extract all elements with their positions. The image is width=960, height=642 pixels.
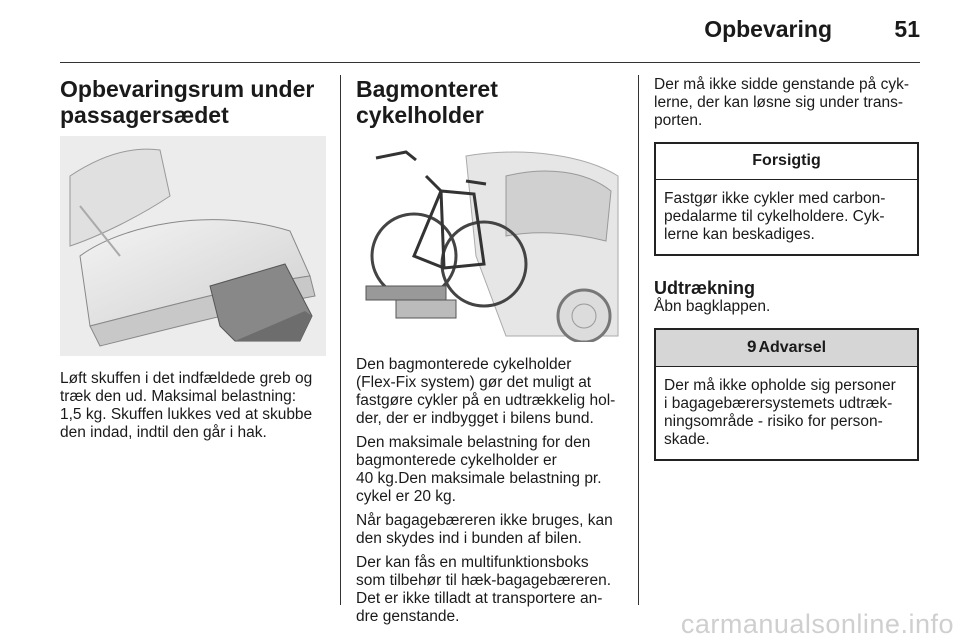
watermark: carmanualsonline.info [680,609,954,639]
section-heading-bike-carrier: Bagmonteret cykelholder [356,76,498,128]
column-divider-1 [340,75,341,605]
caution-body: Fastgør ikke cykler med carbon- pedalarme til cykelholdere. Cyk- lerne kan beskadiges. [664,190,886,243]
warning-title: 9 Advarsel [656,330,917,367]
extraction-instruction: Åbn bagklappen. [654,298,771,315]
page-number: 51 [894,16,920,42]
column-2: Bagmonteret cykelholder Den bagmonterede cykelholder (Flex-Fix system) gør det muligt at fastgøre cykler på en udtrækkelig hol- der, der er indbygget i bilens bund. Den maksimale belastning for den bagmonterede cykelholder er 40 kg.Den maksimale belastning pr. cykel er 20 kg. Når bagagebæreren ikke bruges, kan den skydes ind i bunden af bilen. Der kan fås en multifunktionsboks som tilbehør til hæk-bagagebæreren. Det er ikke tilladt at transportere an- dre genstande. [356,76,628,632]
bike-carrier-illustration [356,136,622,342]
column-divider-2 [638,75,639,605]
page-header-title: Opbevaring [704,16,832,42]
caution-title: Forsigtig [656,144,917,180]
section-heading-seat-storage: Opbevaringsrum under passagersædet [60,76,315,128]
warning-box [654,328,919,461]
section-heading-extraction: Udtrækning [654,278,755,298]
caution-box [654,142,919,256]
warning-body: Der må ikke opholde sig personer i bagagebærersystemets udtræk- ningsområde - risiko for person- skade. [664,377,896,448]
column-1: Opbevaringsrum under passagersædet Løft skuffen i det indfældede greb og træk den ud. Maksimal belastning: 1,5 kg. Skuffen lukkes ved at skubbe den indad, indtil den går i hak. [60,76,330,448]
seat-drawer-illustration [60,136,326,356]
header-rule [60,62,920,63]
column-3: Der må ikke sidde genstande på cyk- lerne, der kan løsne sig under trans- porten. Forsigtig Fastgør ikke cykler med carbon- pedalarme til cykelholdere. Cyk- lerne kan beskadiges. Udtrækning Åbn bagklappen. 9 Advarsel Der må ikke opholde sig personer i bagagebærersystemets udtræk- ningsområde - risiko for person- skade. [654,76,919,461]
warning-icon: 9 [746,337,757,356]
